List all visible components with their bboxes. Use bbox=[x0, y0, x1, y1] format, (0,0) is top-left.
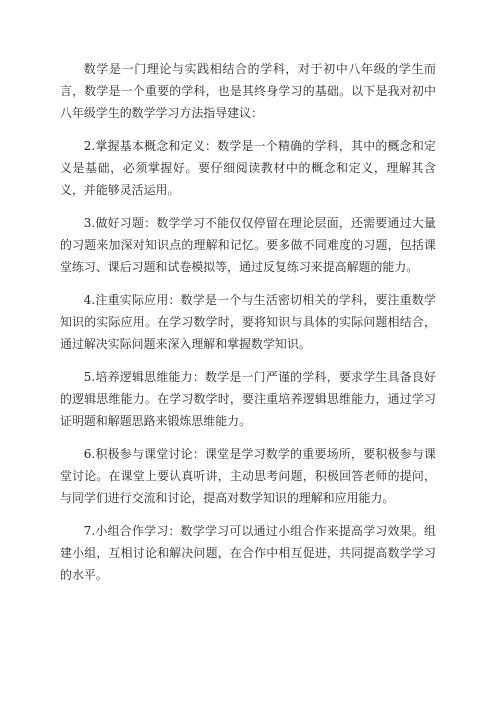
paragraph-logical-thinking: 5.培养逻辑思维能力：数学是一门严谨的学科，要求学生具备良好的逻辑思维能力。在学习数学时，要注重培养逻辑思维能力，通过学习证明题和解题思路来锻炼思维能力。 bbox=[60, 370, 436, 428]
paragraph-exercises: 3.做好习题：数学学习不能仅仅停留在理论层面，还需要通过大量的习题来加深对知识点的理解和记忆。要多做不同难度的习题，包括课堂练习、课后习题和试卷模拟等，通过反复练习来提高解题的能力。 bbox=[60, 216, 436, 274]
paragraph-class-discussion: 6.积极参与课堂讨论：课堂是学习数学的重要场所，要积极参与课堂讨论。在课堂上要认真听讲，主动思考问题，积极回答老师的提问，与同学们进行交流和讨论，提高对数学知识的理解和应用能力。 bbox=[60, 447, 436, 505]
paragraph-basic-concepts: 2.掌握基本概念和定义：数学是一个精确的学科，其中的概念和定义是基础，必须掌握好。要仔细阅读教材中的概念和定义，理解其含义，并能够灵活运用。 bbox=[60, 139, 436, 197]
paragraph-practical-application: 4.注重实际应用：数学是一个与生活密切相关的学科，要注重数学知识的实际应用。在学习数学时，要将知识与具体的实际问题相结合，通过解决实际问题来深入理解和掌握数学知识。 bbox=[60, 293, 436, 351]
document-body bbox=[60, 58, 436, 597]
paragraph-group-study: 7.小组合作学习：数学学习可以通过小组合作来提高学习效果。组建小组，互相讨论和解决问题，在合作中相互促进，共同提高数学学习的水平。 bbox=[60, 524, 436, 582]
intro-paragraph: 数学是一门理论与实践相结合的学科，对于初中八年级的学生而言，数学是一个重要的学科，也是其终身学习的基础。以下是我对初中八年级学生的数学学习方法指导建议： bbox=[60, 62, 436, 120]
